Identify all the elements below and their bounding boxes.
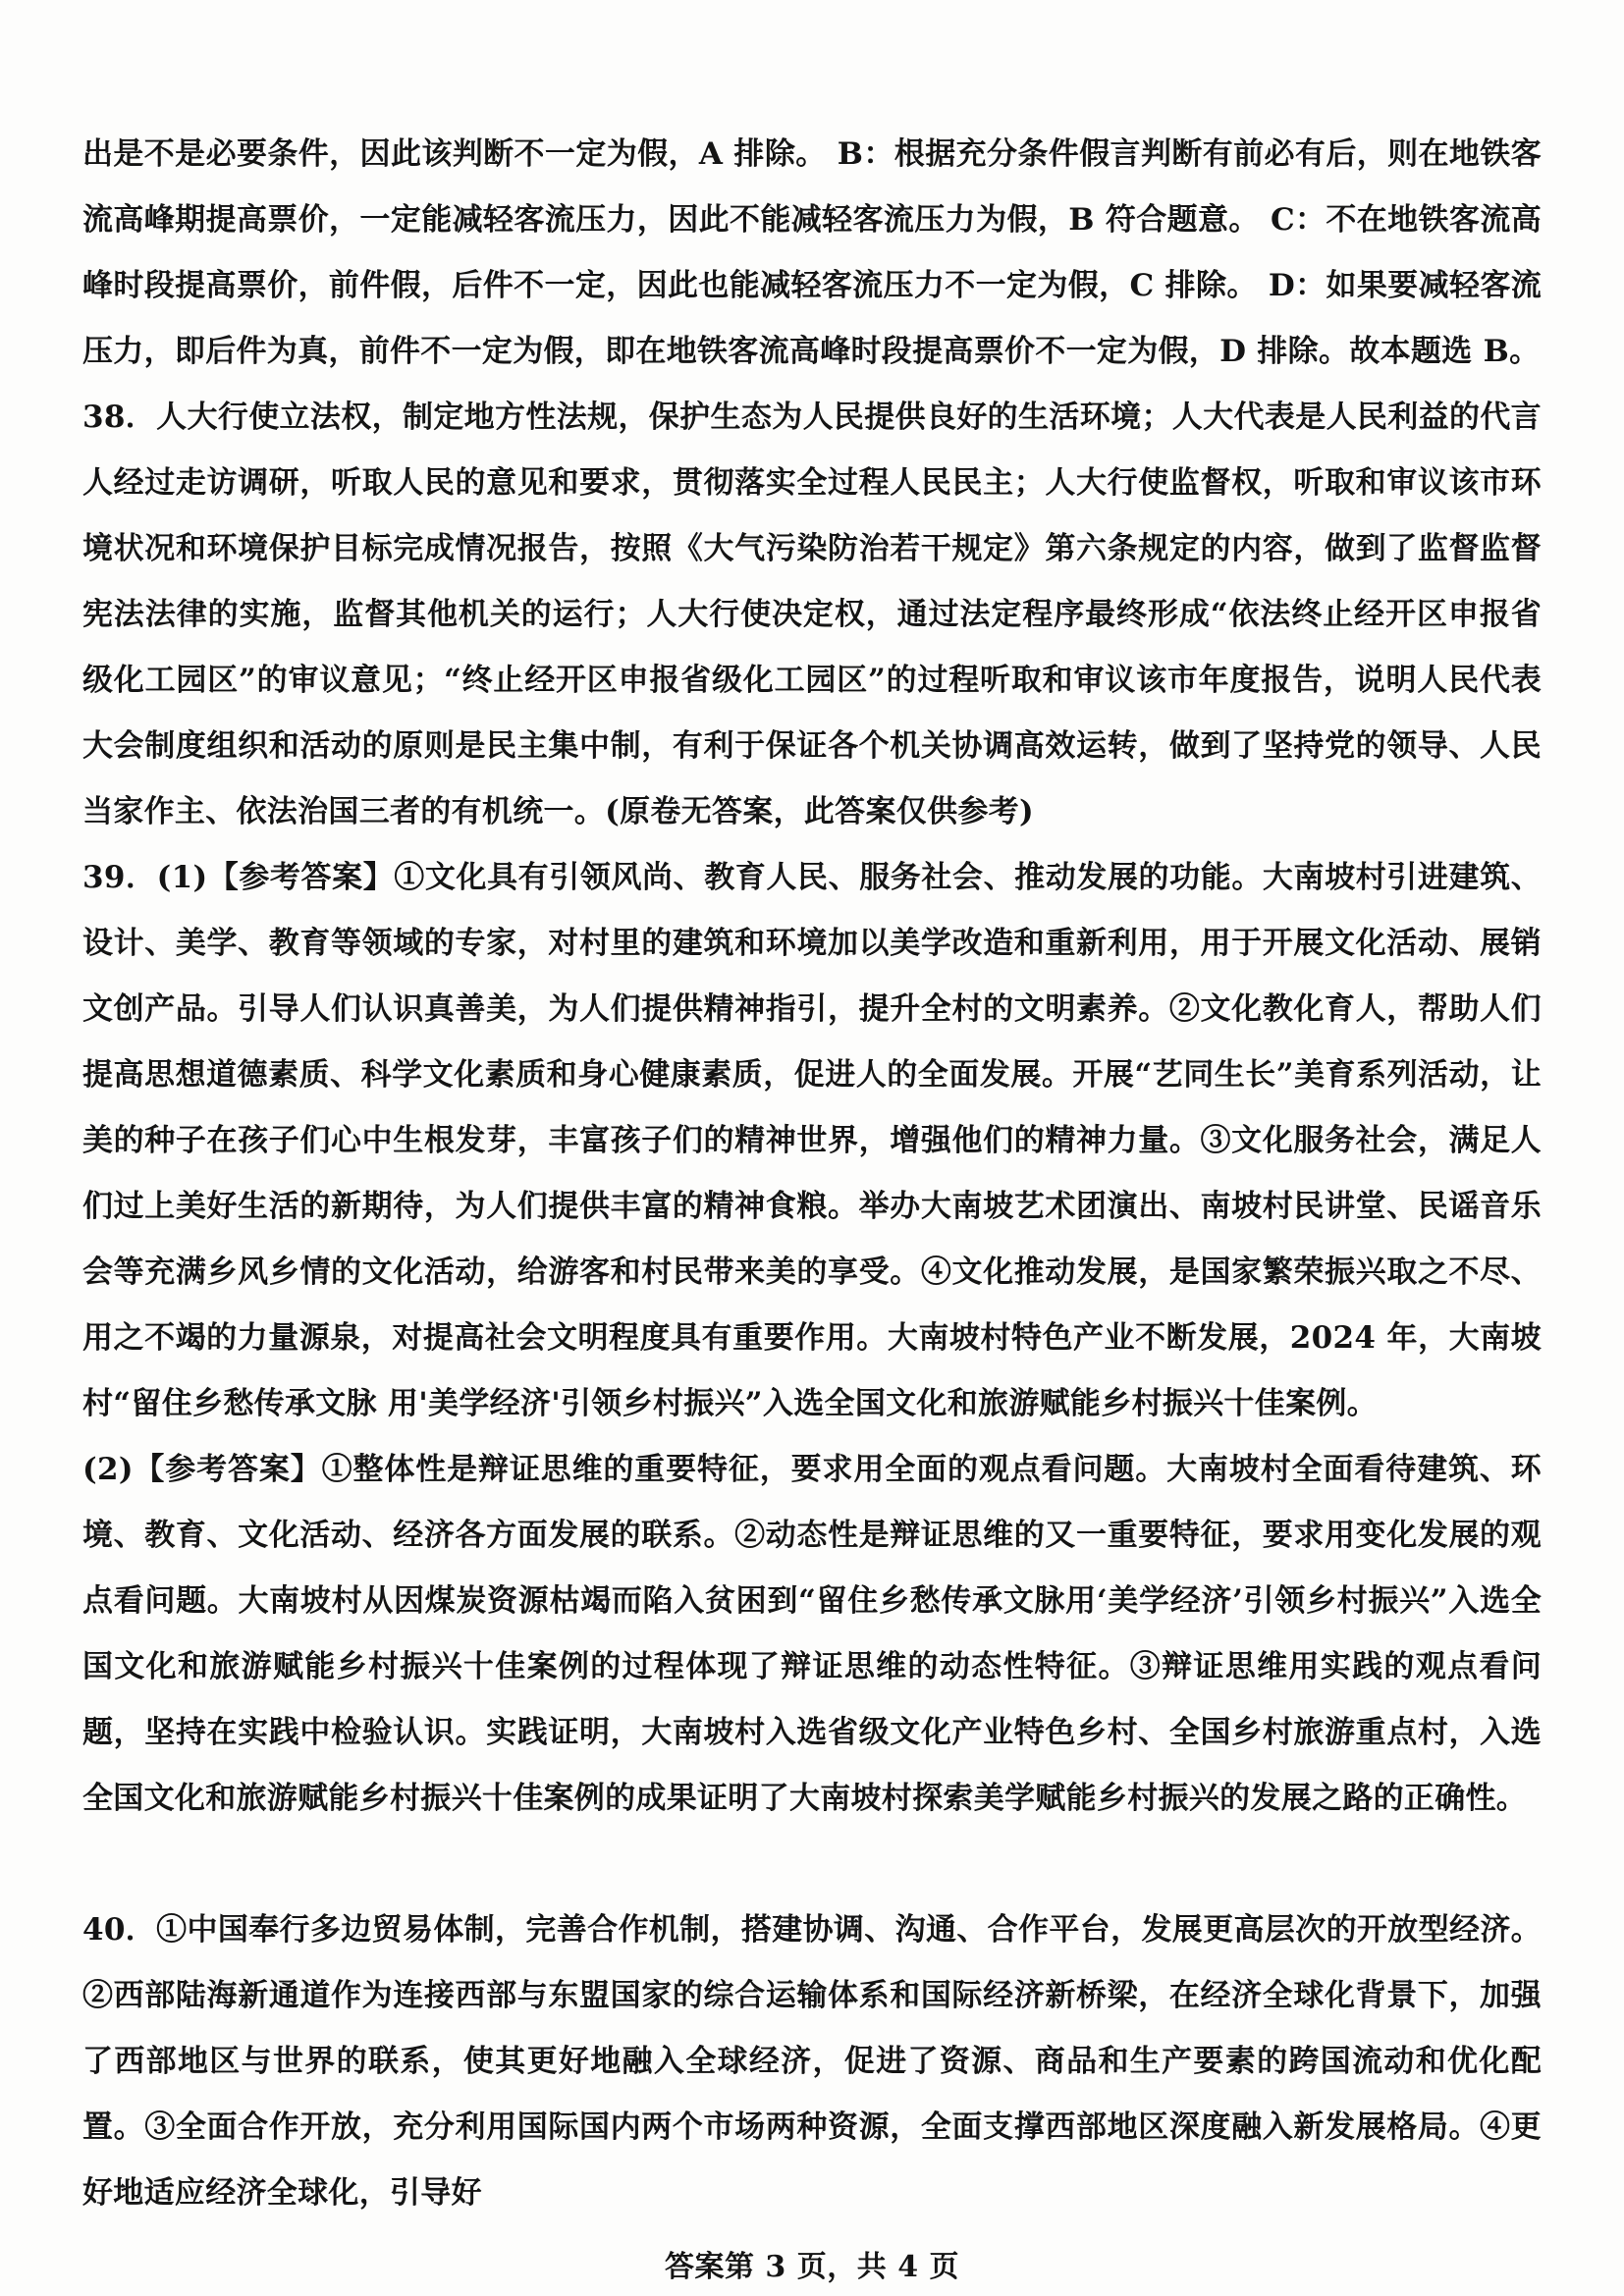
paragraph-40: 40．①中国奉行多边贸易体制，完善合作机制，搭建协调、沟通、合作平台，发展更高层次的开放型经济。②西部陆海新通道作为连接西部与东盟国家的综合运输体系和国际经济新桥梁，在经济全球化背景下，加强了西部地区与世界的联系，使其更好地融入全球经济，促进了资源、商品和生产要素的跨国流动和优化配置。③全面合作开放，充分利用国际国内两个市场两种资源，全面支撑西部地区深度融入新发展格局。④更好地适应经济全球化，引导好 xyxy=(82,1912,1542,2211)
answer-content xyxy=(82,122,1542,2226)
paragraph-37-continued: 出是不是必要条件，因此该判断不一定为假，A 排除。 B：根据充分条件假言判断有前必有后，则在地铁客流高峰期提高票价，一定能减轻客流压力，因此不能减轻客流压力为假，B 符合题意。 C：不在地铁客流高峰时段提高票价，前件假，后件不一定，因此也能减轻客流压力不一定为假，C 排除。 D：如果要减轻客流压力，即后件为真，前件不一定为假，即在地铁客流高峰时段提高票价不一定为假，D 排除。故本题选 B。 xyxy=(82,136,1542,369)
paragraph-39-part-1: 39．(1)【参考答案】①文化具有引领风尚、教育人民、服务社会、推动发展的功能。大南坡村引进建筑、设计、美学、教育等领域的专家，对村里的建筑和环境加以美学改造和重新利用，用于开展文化活动、展销文创产品。引导人们认识真善美，为人们提供精神指引，提升全村的文明素养。②文化教化育人，帮助人们提高思想道德素质、科学文化素质和身心健康素质，促进人的全面发展。开展“艺同生长”美育系列活动，让美的种子在孩子们心中生根发芽，丰富孩子们的精神世界，增强他们的精神力量。③文化服务社会，满足人们过上美好生活的新期待，为人们提供丰富的精神食粮。举办大南坡艺术团演出、南坡村民讲堂、民谣音乐会等充满乡风乡情的文化活动，给游客和村民带来美的享受。④文化推动发展，是国家繁荣振兴取之不尽、用之不竭的力量源泉，对提高社会文明程度具有重要作用。大南坡村特色产业不断发展，2024 年，大南坡村“留住乡愁传承文脉 用'美学经济'引领乡村振兴”入选全国文化和旅游赋能乡村振兴十佳案例。 xyxy=(82,860,1542,1421)
page-footer: 答案第 3 页，共 4 页 xyxy=(664,2250,960,2284)
paragraph-39-part-2: (2)【参考答案】①整体性是辩证思维的重要特征，要求用全面的观点看问题。大南坡村全面看待建筑、环境、教育、文化活动、经济各方面发展的联系。②动态性是辩证思维的又一重要特征，要求用变化发展的观点看问题。大南坡村从因煤炭资源枯竭而陷入贫困到“留住乡愁传承文脉用‘美学经济’引领乡村振兴”入选全国文化和旅游赋能乡村振兴十佳案例的过程体现了辩证思维的动态性特征。③辩证思维用实践的观点看问题，坚持在实践中检验认识。实践证明，大南坡村入选省级文化产业特色乡村、全国乡村旅游重点村，入选全国文化和旅游赋能乡村振兴十佳案例的成果证明了大南坡村探索美学赋能乡村振兴的发展之路的正确性。 xyxy=(82,1452,1542,1816)
paragraph-38: 38．人大行使立法权，制定地方性法规，保护生态为人民提供良好的生活环境；人大代表是人民利益的代言人经过走访调研，听取人民的意见和要求，贯彻落实全过程人民民主；人大行使监督权，听取和审议该市环境状况和环境保护目标完成情况报告，按照《大气污染防治若干规定》第六条规定的内容，做到了监督监督宪法法律的实施，监督其他机关的运行；人大行使决定权，通过法定程序最终形成“依法终止经开区申报省级化工园区”的审议意见；“终止经开区申报省级化工园区”的过程听取和审议该市年度报告，说明人民代表大会制度组织和活动的原则是民主集中制，有利于保证各个机关协调高效运转，做到了坚持党的领导、人民当家作主、依法治国三者的有机统一。(原卷无答案，此答案仅供参考) xyxy=(82,400,1542,829)
